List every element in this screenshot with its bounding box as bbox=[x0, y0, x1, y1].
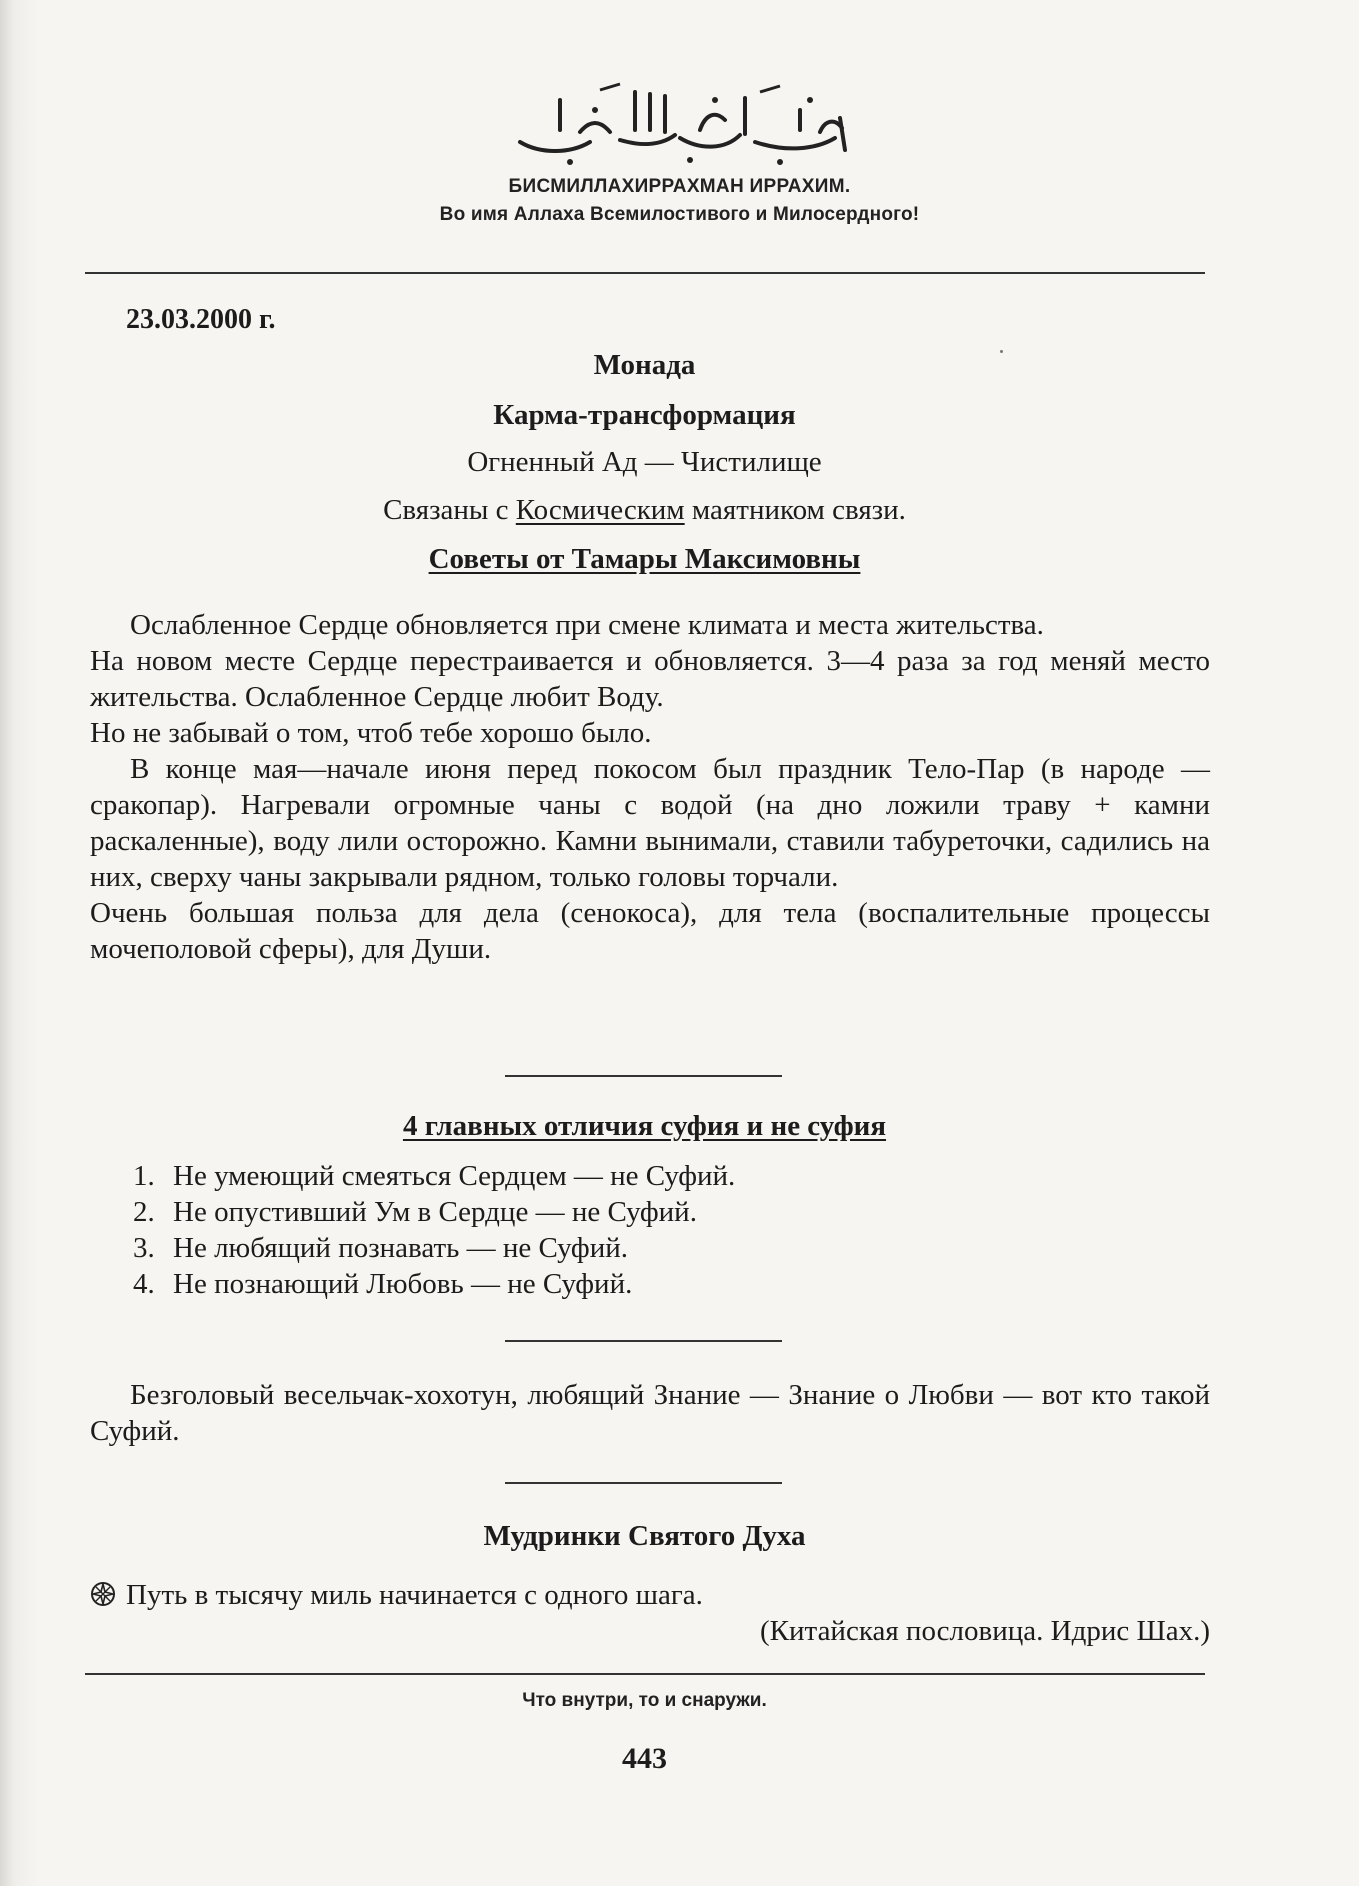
advice-paragraph-3: Но не забывай о том, чтоб тебе хорошо было. bbox=[90, 717, 652, 749]
differences-list bbox=[133, 1158, 1033, 1302]
heading-cosmic-underlined: Космическим bbox=[515, 494, 685, 526]
wisdom-text: Путь в тысячу миль начинается с одного шага. bbox=[126, 1579, 703, 1611]
eight-point-star-icon bbox=[90, 1581, 116, 1607]
advice-section bbox=[90, 607, 1210, 967]
section-divider-2 bbox=[505, 1340, 782, 1342]
advice-paragraph-5: Очень большая польза для дела (сенокоса), для тела (воспалительные процессы мочеполовой сферы), для Души. bbox=[90, 897, 1210, 965]
basmala-translation: Во имя Аллаха Всемилостивого и Милосердного! bbox=[439, 204, 920, 225]
heading-monada: Монада bbox=[593, 349, 696, 381]
section-divider-3 bbox=[505, 1482, 782, 1484]
list-item: 3. Не любящий познавать — не Суфий. bbox=[133, 1232, 629, 1264]
advice-paragraph-1: Ослабленное Сердце обновляется при смене климата и места жительства. bbox=[130, 609, 1044, 641]
footer-note: Что внутри, то и снаружи. bbox=[522, 1690, 767, 1711]
entry-date: 23.03.2000 г. bbox=[126, 304, 276, 335]
header-divider bbox=[85, 272, 1205, 274]
page-number: 443 bbox=[622, 1742, 667, 1775]
list-item: 1. Не умеющий смеяться Сердцем — не Суфий. bbox=[133, 1160, 736, 1192]
section-divider-1 bbox=[505, 1075, 782, 1077]
heading-cosmic-pendulum bbox=[0, 494, 1289, 527]
wisdom-source: (Китайская пословица. Идрис Шах.) bbox=[760, 1615, 1210, 1647]
heading-cosmic-pre: Связаны с bbox=[383, 494, 516, 526]
advice-paragraph-2: На новом месте Сердце перестраивается и обновляется. 3—4 раза за год меняй место жительства. Ослабленное Сердце любит Воду. bbox=[90, 645, 1210, 713]
arabic-basmala-calligraphy bbox=[500, 80, 860, 170]
wisdom-quote-line bbox=[90, 1577, 1210, 1613]
page-header bbox=[0, 80, 1359, 226]
basmala-transliteration: БИСМИЛЛАХИРРАХМАН ИРРАХИМ. bbox=[508, 176, 851, 197]
heading-wisdom: Мудринки Святого Духа bbox=[483, 1520, 806, 1552]
list-item: 4. Не познающий Любовь — не Суфий. bbox=[133, 1268, 633, 1300]
list-item: 2. Не опустивший Ум в Сердце — не Суфий. bbox=[133, 1196, 697, 1228]
heading-advice: Советы от Тамары Максимовны bbox=[428, 543, 861, 575]
heading-karma: Карма-трансформация bbox=[493, 399, 796, 431]
footer-divider bbox=[85, 1673, 1205, 1675]
heading-fire-purgatory: Огненный Ад — Чистилище bbox=[467, 446, 822, 478]
heading-cosmic-post: маятником связи. bbox=[684, 494, 906, 526]
heading-differences: 4 главных отличия суфия и не суфия bbox=[402, 1110, 887, 1142]
sufi-definition: Безголовый весельчак-хохотун, любящий Знание — Знание о Любви — вот кто такой Суфий. bbox=[90, 1379, 1210, 1447]
wisdom-quote bbox=[90, 1577, 1210, 1649]
advice-paragraph-4: В конце мая—начале июня перед покосом был праздник Тело-Пар (в народе — сракопар). Нагревали огромные чаны с водой (на дно ложили траву + камни раскаленные), воду лили осторожно. Камни вынимали, ставили табуреточки, садились на них, сверху чаны закрывали рядном, только головы торчали. bbox=[90, 753, 1210, 893]
